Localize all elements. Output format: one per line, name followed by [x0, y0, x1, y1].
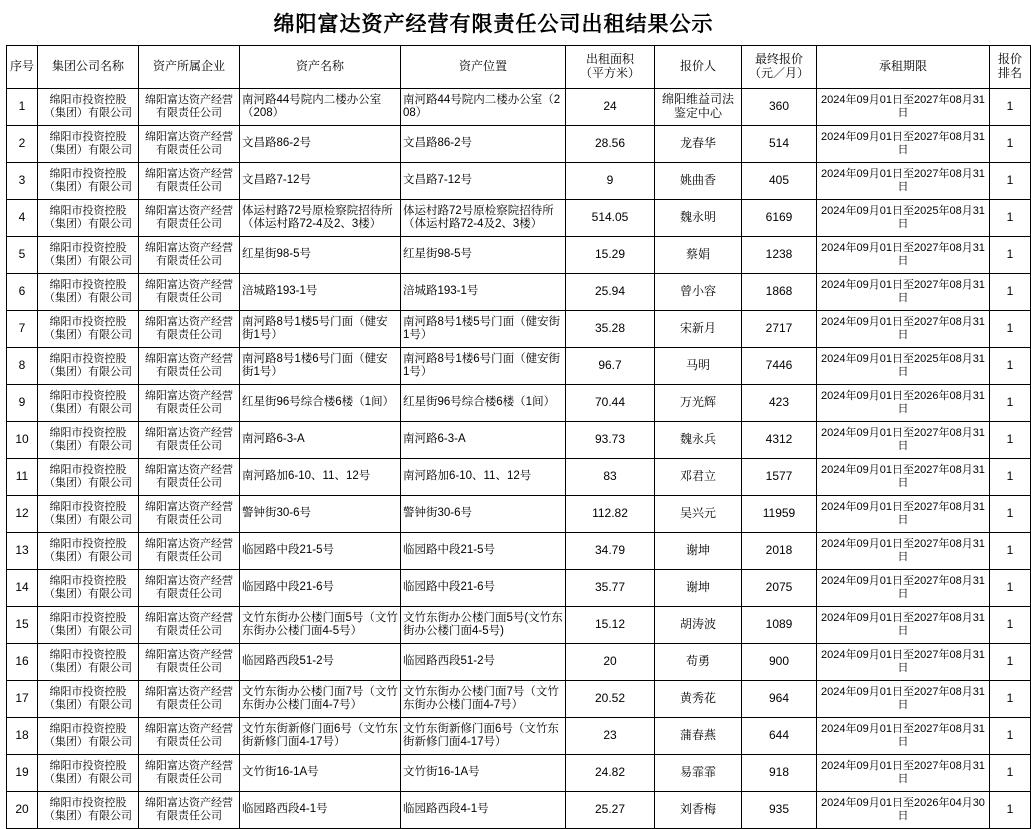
cell-owner: 绵阳富达资产经营有限责任公司	[139, 459, 240, 496]
cell-rank: 1	[990, 607, 1031, 644]
column-header-owner-label: 资产所属企业	[152, 59, 225, 74]
cell-price: 514	[742, 126, 817, 163]
cell-owner: 绵阳富达资产经营有限责任公司	[139, 496, 240, 533]
cell-asset-name: 文昌路7-12号	[240, 163, 401, 200]
cell-asset-location: 文昌路7-12号	[401, 163, 566, 200]
cell-price: 1868	[742, 274, 817, 311]
cell-rank: 1	[990, 792, 1031, 829]
cell-index: 3	[7, 163, 38, 200]
cell-index: 15	[7, 607, 38, 644]
cell-rank: 1	[990, 274, 1031, 311]
cell-area: 20.52	[566, 681, 655, 718]
cell-bidder: 刘香梅	[655, 792, 742, 829]
cell-rank: 1	[990, 163, 1031, 200]
cell-owner: 绵阳富达资产经营有限责任公司	[139, 274, 240, 311]
cell-asset-location: 文竹街16-1A号	[401, 755, 566, 792]
cell-rank: 1	[990, 311, 1031, 348]
cell-price: 1238	[742, 237, 817, 274]
cell-index: 12	[7, 496, 38, 533]
cell-owner: 绵阳富达资产经营有限责任公司	[139, 126, 240, 163]
cell-price: 11959	[742, 496, 817, 533]
table-row	[7, 570, 1031, 607]
cell-asset-name: 临园路西段4-1号	[240, 792, 401, 829]
cell-index: 13	[7, 533, 38, 570]
cell-index: 18	[7, 718, 38, 755]
cell-group: 绵阳市投资控股（集团）有限公司	[38, 607, 139, 644]
cell-owner: 绵阳富达资产经营有限责任公司	[139, 607, 240, 644]
cell-asset-name: 临园路西段51-2号	[240, 644, 401, 681]
cell-owner: 绵阳富达资产经营有限责任公司	[139, 200, 240, 237]
cell-price: 6169	[742, 200, 817, 237]
column-header-bidder-label: 报价人	[679, 59, 716, 74]
cell-term: 2024年09月01日至2027年08月31日	[817, 89, 990, 126]
cell-price: 1089	[742, 607, 817, 644]
cell-index: 5	[7, 237, 38, 274]
cell-price: 1577	[742, 459, 817, 496]
cell-asset-name: 涪城路193-1号	[240, 274, 401, 311]
column-header-area-label-1: 出租面积	[585, 52, 634, 67]
column-header-asset-name-label: 资产名称	[295, 59, 344, 74]
cell-area: 83	[566, 459, 655, 496]
cell-bidder: 绵阳维益司法鉴定中心	[655, 89, 742, 126]
column-header-asset-location	[401, 46, 566, 89]
cell-term: 2024年09月01日至2026年04月30日	[817, 792, 990, 829]
cell-rank: 1	[990, 681, 1031, 718]
cell-bidder: 蒲春燕	[655, 718, 742, 755]
cell-owner: 绵阳富达资产经营有限责任公司	[139, 792, 240, 829]
cell-term: 2024年09月01日至2027年08月31日	[817, 533, 990, 570]
cell-owner: 绵阳富达资产经营有限责任公司	[139, 311, 240, 348]
cell-asset-location: 临园路中段21-5号	[401, 533, 566, 570]
cell-term: 2024年09月01日至2025年08月31日	[817, 348, 990, 385]
cell-bidder: 姚曲香	[655, 163, 742, 200]
cell-area: 35.28	[566, 311, 655, 348]
cell-group: 绵阳市投资控股（集团）有限公司	[38, 163, 139, 200]
cell-group: 绵阳市投资控股（集团）有限公司	[38, 385, 139, 422]
cell-asset-location: 文竹东街办公楼门面7号（文竹东街办公楼门面4-7号）	[401, 681, 566, 718]
cell-bidder: 苟勇	[655, 644, 742, 681]
cell-rank: 1	[990, 237, 1031, 274]
cell-group: 绵阳市投资控股（集团）有限公司	[38, 126, 139, 163]
cell-asset-location: 南河路8号1楼6号门面（健安街1号）	[401, 348, 566, 385]
cell-asset-location: 红星街98-5号	[401, 237, 566, 274]
column-header-index-label: 序号	[9, 59, 34, 74]
page-title: 绵阳富达资产经营有限责任公司出租结果公示	[273, 12, 714, 36]
cell-price: 935	[742, 792, 817, 829]
table-row	[7, 311, 1031, 348]
cell-asset-location: 体运村路72号原检察院招待所（体运村路72-4及2、3楼）	[401, 200, 566, 237]
cell-area: 24	[566, 89, 655, 126]
cell-owner: 绵阳富达资产经营有限责任公司	[139, 681, 240, 718]
table-row	[7, 126, 1031, 163]
cell-term: 2024年09月01日至2027年08月31日	[817, 163, 990, 200]
cell-owner: 绵阳富达资产经营有限责任公司	[139, 422, 240, 459]
cell-rank: 1	[990, 718, 1031, 755]
cell-bidder: 宋新月	[655, 311, 742, 348]
cell-owner: 绵阳富达资产经营有限责任公司	[139, 348, 240, 385]
cell-asset-name: 警钟街30-6号	[240, 496, 401, 533]
cell-asset-location: 南河路6-3-A	[401, 422, 566, 459]
column-header-rank-label-2: 排名	[997, 66, 1022, 80]
cell-index: 8	[7, 348, 38, 385]
cell-index: 17	[7, 681, 38, 718]
table-row	[7, 755, 1031, 792]
table-row	[7, 644, 1031, 681]
cell-owner: 绵阳富达资产经营有限责任公司	[139, 533, 240, 570]
cell-index: 11	[7, 459, 38, 496]
cell-term: 2024年09月01日至2027年08月31日	[817, 311, 990, 348]
cell-index: 1	[7, 89, 38, 126]
cell-bidder: 马明	[655, 348, 742, 385]
cell-asset-name: 文竹东街办公楼门面7号（文竹东街办公楼门面4-7号）	[240, 681, 401, 718]
cell-group: 绵阳市投资控股（集团）有限公司	[38, 274, 139, 311]
cell-area: 70.44	[566, 385, 655, 422]
cell-price: 2018	[742, 533, 817, 570]
table-row	[7, 89, 1031, 126]
cell-price: 964	[742, 681, 817, 718]
cell-asset-name: 文昌路86-2号	[240, 126, 401, 163]
cell-area: 28.56	[566, 126, 655, 163]
cell-bidder: 魏永明	[655, 200, 742, 237]
cell-price: 2717	[742, 311, 817, 348]
table-row	[7, 496, 1031, 533]
table-header	[7, 46, 1031, 89]
column-header-area	[566, 46, 655, 89]
cell-rank: 1	[990, 422, 1031, 459]
cell-asset-name: 文竹街16-1A号	[240, 755, 401, 792]
table-row	[7, 422, 1031, 459]
cell-area: 112.82	[566, 496, 655, 533]
cell-index: 19	[7, 755, 38, 792]
cell-area: 35.77	[566, 570, 655, 607]
table-row	[7, 348, 1031, 385]
cell-term: 2024年09月01日至2025年08月31日	[817, 200, 990, 237]
cell-bidder: 魏永兵	[655, 422, 742, 459]
cell-bidder: 蔡娟	[655, 237, 742, 274]
cell-bidder: 谢坤	[655, 533, 742, 570]
cell-area: 15.12	[566, 607, 655, 644]
cell-term: 2024年09月01日至2027年08月31日	[817, 718, 990, 755]
cell-rank: 1	[990, 348, 1031, 385]
cell-asset-name: 红星街96号综合楼6楼（1间）	[240, 385, 401, 422]
cell-rank: 1	[990, 644, 1031, 681]
cell-group: 绵阳市投资控股（集团）有限公司	[38, 792, 139, 829]
cell-area: 20	[566, 644, 655, 681]
cell-bidder: 龙春华	[655, 126, 742, 163]
cell-area: 25.27	[566, 792, 655, 829]
cell-price: 360	[742, 89, 817, 126]
cell-bidder: 胡涛波	[655, 607, 742, 644]
cell-rank: 1	[990, 89, 1031, 126]
cell-asset-name: 南河路6-3-A	[240, 422, 401, 459]
cell-term: 2024年09月01日至2027年08月31日	[817, 237, 990, 274]
cell-term: 2024年09月01日至2027年08月31日	[817, 274, 990, 311]
table-row	[7, 681, 1031, 718]
cell-asset-name: 文竹东街办公楼门面5号（文竹东街办公楼门面4-5号）	[240, 607, 401, 644]
cell-area: 34.79	[566, 533, 655, 570]
table-row	[7, 237, 1031, 274]
cell-bidder: 万光辉	[655, 385, 742, 422]
cell-rank: 1	[990, 459, 1031, 496]
cell-index: 14	[7, 570, 38, 607]
cell-asset-name: 南河路8号1楼5号门面（健安街1号）	[240, 311, 401, 348]
table-row	[7, 274, 1031, 311]
cell-rank: 1	[990, 570, 1031, 607]
cell-asset-location: 文竹东街新修门面6号（文竹东街新修门面4-17号）	[401, 718, 566, 755]
cell-asset-name: 临园路中段21-6号	[240, 570, 401, 607]
column-header-group-label: 集团公司名称	[51, 59, 124, 74]
column-header-asset-name	[240, 46, 401, 89]
cell-term: 2024年09月01日至2027年08月31日	[817, 755, 990, 792]
cell-owner: 绵阳富达资产经营有限责任公司	[139, 755, 240, 792]
table-row	[7, 200, 1031, 237]
cell-rank: 1	[990, 126, 1031, 163]
cell-index: 7	[7, 311, 38, 348]
cell-group: 绵阳市投资控股（集团）有限公司	[38, 200, 139, 237]
column-header-bidder	[655, 46, 742, 89]
cell-price: 900	[742, 644, 817, 681]
cell-bidder: 谢坤	[655, 570, 742, 607]
cell-bidder: 曾小容	[655, 274, 742, 311]
cell-area: 514.05	[566, 200, 655, 237]
column-header-term-label: 承租期限	[878, 59, 927, 74]
cell-bidder: 邓君立	[655, 459, 742, 496]
column-header-rank	[990, 46, 1031, 89]
cell-index: 10	[7, 422, 38, 459]
table-row	[7, 607, 1031, 644]
table-row	[7, 792, 1031, 829]
cell-price: 644	[742, 718, 817, 755]
cell-asset-location: 临园路中段21-6号	[401, 570, 566, 607]
cell-bidder: 吴兴元	[655, 496, 742, 533]
cell-group: 绵阳市投资控股（集团）有限公司	[38, 755, 139, 792]
table-row	[7, 385, 1031, 422]
cell-asset-location: 临园路西段4-1号	[401, 792, 566, 829]
cell-group: 绵阳市投资控股（集团）有限公司	[38, 570, 139, 607]
table-row	[7, 163, 1031, 200]
cell-term: 2024年09月01日至2027年08月31日	[817, 422, 990, 459]
column-header-price-label-2: （元／月）	[748, 66, 809, 80]
cell-index: 20	[7, 792, 38, 829]
cell-index: 4	[7, 200, 38, 237]
table-row	[7, 718, 1031, 755]
cell-group: 绵阳市投资控股（集团）有限公司	[38, 533, 139, 570]
cell-owner: 绵阳富达资产经营有限责任公司	[139, 163, 240, 200]
cell-group: 绵阳市投资控股（集团）有限公司	[38, 311, 139, 348]
cell-area: 24.82	[566, 755, 655, 792]
cell-group: 绵阳市投资控股（集团）有限公司	[38, 422, 139, 459]
column-header-term	[817, 46, 990, 89]
cell-asset-name: 临园路中段21-5号	[240, 533, 401, 570]
cell-group: 绵阳市投资控股（集团）有限公司	[38, 89, 139, 126]
cell-group: 绵阳市投资控股（集团）有限公司	[38, 644, 139, 681]
cell-area: 15.29	[566, 237, 655, 274]
cell-asset-name: 南河路44号院内二楼办公室（208）	[240, 89, 401, 126]
cell-owner: 绵阳富达资产经营有限责任公司	[139, 644, 240, 681]
cell-rank: 1	[990, 533, 1031, 570]
cell-area: 93.73	[566, 422, 655, 459]
cell-group: 绵阳市投资控股（集团）有限公司	[38, 237, 139, 274]
cell-rank: 1	[990, 385, 1031, 422]
cell-asset-location: 南河路8号1楼5号门面（健安街1号）	[401, 311, 566, 348]
cell-owner: 绵阳富达资产经营有限责任公司	[139, 237, 240, 274]
cell-group: 绵阳市投资控股（集团）有限公司	[38, 459, 139, 496]
cell-owner: 绵阳富达资产经营有限责任公司	[139, 89, 240, 126]
table-row	[7, 459, 1031, 496]
cell-asset-name: 文竹东街新修门面6号（文竹东街新修门面4-17号）	[240, 718, 401, 755]
cell-asset-location: 临园路西段51-2号	[401, 644, 566, 681]
cell-term: 2024年09月01日至2027年08月31日	[817, 681, 990, 718]
column-header-owner	[139, 46, 240, 89]
cell-term: 2024年09月01日至2027年08月31日	[817, 459, 990, 496]
rental-results-table	[6, 45, 1031, 829]
cell-price: 7446	[742, 348, 817, 385]
cell-asset-name: 南河路加6-10、11、12号	[240, 459, 401, 496]
cell-asset-name: 南河路8号1楼6号门面（健安街1号）	[240, 348, 401, 385]
cell-asset-location: 文昌路86-2号	[401, 126, 566, 163]
cell-term: 2024年09月01日至2026年08月31日	[817, 385, 990, 422]
cell-owner: 绵阳富达资产经营有限责任公司	[139, 718, 240, 755]
column-header-price-label-1: 最终报价	[754, 52, 803, 67]
cell-term: 2024年09月01日至2027年08月31日	[817, 644, 990, 681]
column-header-rank-label-1: 报价	[997, 52, 1022, 67]
cell-term: 2024年09月01日至2027年08月31日	[817, 496, 990, 533]
cell-asset-location: 警钟街30-6号	[401, 496, 566, 533]
cell-area: 25.94	[566, 274, 655, 311]
cell-price: 405	[742, 163, 817, 200]
cell-asset-location: 文竹东街办公楼门面5号(文竹东街办公楼门面4-5号)	[401, 607, 566, 644]
cell-index: 2	[7, 126, 38, 163]
cell-group: 绵阳市投资控股（集团）有限公司	[38, 348, 139, 385]
cell-price: 423	[742, 385, 817, 422]
cell-price: 4312	[742, 422, 817, 459]
cell-bidder: 黄秀花	[655, 681, 742, 718]
cell-index: 9	[7, 385, 38, 422]
cell-area: 9	[566, 163, 655, 200]
table-row	[7, 533, 1031, 570]
table-header-row	[7, 46, 1031, 89]
cell-rank: 1	[990, 200, 1031, 237]
table-body	[7, 89, 1031, 829]
cell-rank: 1	[990, 755, 1031, 792]
column-header-price	[742, 46, 817, 89]
cell-asset-location: 涪城路193-1号	[401, 274, 566, 311]
cell-term: 2024年09月01日至2027年08月31日	[817, 126, 990, 163]
cell-bidder: 易霏霏	[655, 755, 742, 792]
column-header-index	[7, 46, 38, 89]
cell-asset-name: 体运村路72号原检察院招待所（体运村路72-4及2、3楼）	[240, 200, 401, 237]
cell-group: 绵阳市投资控股（集团）有限公司	[38, 681, 139, 718]
cell-group: 绵阳市投资控股（集团）有限公司	[38, 496, 139, 533]
cell-index: 6	[7, 274, 38, 311]
cell-rank: 1	[990, 496, 1031, 533]
cell-index: 16	[7, 644, 38, 681]
column-header-group	[38, 46, 139, 89]
cell-area: 23	[566, 718, 655, 755]
cell-asset-location: 南河路加6-10、11、12号	[401, 459, 566, 496]
cell-owner: 绵阳富达资产经营有限责任公司	[139, 385, 240, 422]
cell-owner: 绵阳富达资产经营有限责任公司	[139, 570, 240, 607]
cell-term: 2024年09月01日至2027年08月31日	[817, 570, 990, 607]
column-header-asset-location-label: 资产位置	[458, 59, 507, 74]
cell-asset-name: 红星街98-5号	[240, 237, 401, 274]
cell-area: 96.7	[566, 348, 655, 385]
cell-term: 2024年09月01日至2027年08月31日	[817, 607, 990, 644]
column-header-area-label-2: （平方米）	[579, 66, 640, 80]
cell-price: 2075	[742, 570, 817, 607]
cell-group: 绵阳市投资控股（集团）有限公司	[38, 718, 139, 755]
cell-asset-location: 红星街96号综合楼6楼（1间）	[401, 385, 566, 422]
cell-asset-location: 南河路44号院内二楼办公室（208）	[401, 89, 566, 126]
cell-price: 918	[742, 755, 817, 792]
